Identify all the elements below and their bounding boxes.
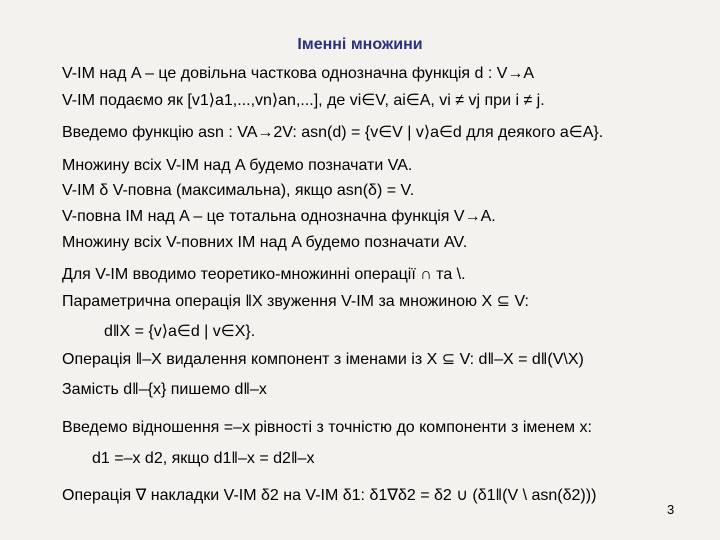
text-line-2: V-ІМ подаємо як [v1⟩a1,...,vn⟩an,...], де vi∈V, ai∈A, vi ≠ vj при i ≠ j.: [62, 92, 545, 109]
text-line-10: d‖X = {v⟩a∈d | v∈X}.: [104, 323, 256, 340]
text-line-11: Операція ‖–X видалення компонент з іменами із X ⊆ V: d‖–X = d‖(V\X): [62, 351, 584, 368]
text-line-15: Операція ∇ накладки V-ІМ δ2 на V-ІМ δ1: δ1∇δ2 = δ2 ∪ (δ1‖(V \ asn(δ2))): [62, 487, 597, 504]
text-line-3: Введемо функцію asn : VA→2V: asn(d) = {v∈V | v⟩a∈d для деякого a∈A}.: [62, 124, 604, 141]
text-line-7: Множину всіх V-повних ІМ над A будемо позначати AV.: [62, 234, 468, 251]
text-line-6: V-повна ІМ над A – це тотальна однозначна функція V→A.: [62, 208, 496, 225]
slide-title: Іменні множини: [297, 36, 423, 53]
page-number: 3: [667, 502, 675, 517]
text-line-1: V-ІМ над A – це довільна часткова однозначна функція d : V→A: [62, 65, 535, 82]
text-line-9: Параметрична операція ‖X звуження V-ІМ за множиною X ⊆ V:: [62, 293, 529, 310]
text-line-12: Замість d‖–{x} пишемо d‖–x: [62, 381, 267, 398]
text-line-5: V-ІМ δ V-повна (максимальна), якщо asn(δ) = V.: [62, 182, 415, 199]
text-line-8: Для V-ІМ вводимо теоретико-множинні операції ∩ та \.: [62, 266, 466, 283]
text-line-14: d1 =–x d2, якщо d1‖–x = d2‖–x: [92, 450, 315, 467]
text-line-13: Введемо відношення =–x рівності з точністю до компоненти з іменем x:: [62, 419, 592, 436]
text-line-4: Множину всіх V-ІМ над A будемо позначати VA.: [62, 157, 413, 174]
